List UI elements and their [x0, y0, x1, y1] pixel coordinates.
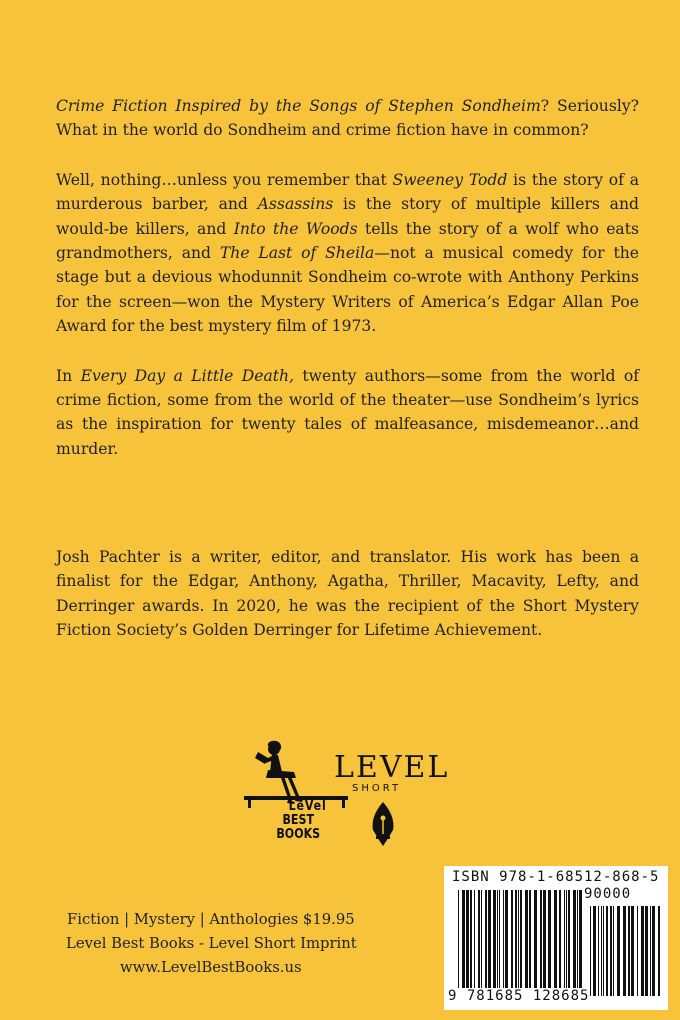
- barcode-bar: [579, 890, 582, 988]
- barcode-bar: [543, 890, 546, 988]
- barcode-addon-bar: [637, 906, 638, 996]
- barcode-addon-bar: [613, 906, 614, 996]
- barcode-addon-bar: [645, 906, 648, 996]
- barcode-bar: [503, 890, 504, 988]
- barcode-addon-bar: [610, 906, 612, 996]
- barcode-bar: [564, 890, 565, 988]
- barcode-bar: [485, 890, 487, 988]
- barcode-bar: [540, 890, 542, 988]
- barcode-addon-bar: [650, 906, 651, 996]
- barcode-addon-bar: [641, 906, 644, 996]
- barcode-addon-bar: [590, 906, 591, 996]
- barcode-addon-bar: [631, 906, 634, 996]
- barcode-bar: [534, 890, 537, 988]
- barcode-bar: [554, 890, 557, 988]
- barcode-bar: [568, 890, 570, 988]
- lbb-bottom-text: BEST BOOKS: [276, 813, 321, 842]
- barcode-bar: [529, 890, 531, 988]
- barcode-bar: [493, 890, 496, 988]
- barcode-bar: [518, 890, 519, 988]
- fountain-pen-nib-icon: [368, 800, 398, 848]
- author-bio-text: Josh Pachter is a writer, editor, and translator. His work has been a finalist for the Edgar, Anthony, Agatha, Thriller, Macavity, Lefty, and Derringer awards. In 2020, he was the recipient of the Short Mystery Fiction Society’s Golden Derringer for Lifetime Achievement.: [56, 548, 639, 640]
- isbn-barcode: [444, 866, 668, 1010]
- blurb-paragraph-3: [56, 364, 639, 462]
- blurb-italic: Sweeney Todd: [392, 170, 508, 189]
- barcode-bar: [481, 890, 482, 988]
- barcode-bar: [470, 890, 472, 988]
- barcode-bar: [515, 890, 517, 988]
- blurb-italic: Every Day a Little Death,: [80, 366, 295, 385]
- blurb-italic: Into the Woods: [233, 219, 358, 238]
- blurb-italic: Assassins: [257, 195, 334, 214]
- blurb-text: twenty authors—some from the world of crime fiction, some from the world of the theater—use Sondheim’s lyrics as the inspiration for twenty tales of malfeasance, misdemeanor…and murder.: [56, 366, 639, 458]
- barcode-bar: [505, 890, 508, 988]
- footer-info: [66, 908, 366, 980]
- blurb-text: ? Seriously? What in the world do Sondheim and crime fiction have in common?: [56, 97, 639, 140]
- blurb-text: is the story of a murderous barber, and: [56, 170, 639, 214]
- footer-genres-price: Fiction | Mystery | Anthologies $19.95: [67, 911, 355, 928]
- barcode-addon-bar: [606, 906, 608, 996]
- barcode-bar: [559, 890, 561, 988]
- barcode-bar: [566, 890, 567, 988]
- barcode-bar: [462, 890, 465, 988]
- blurb-text: is the story of multiple killers and would-be killers, and: [56, 195, 639, 238]
- blurb-text: —not a musical comedy for the stage but a devious whodunnit Sondheim co-wrote with Anthony Perkins for the screen—won the Mystery Writers of America’s Edgar Allan Poe Award for the best mystery film of 1973.: [56, 244, 639, 336]
- barcode-addon-bar: [593, 906, 596, 996]
- barcode-bar: [474, 890, 475, 988]
- barcode-bar: [466, 890, 469, 988]
- blurb-italic: The Last of Sheila: [219, 244, 375, 263]
- barcode-bar: [511, 890, 513, 988]
- barcode-addon-bar: [652, 906, 655, 996]
- isbn-addon-number: 90000: [584, 886, 632, 902]
- blurb-title-italic: Crime Fiction Inspired by the Songs of Stephen Sondheim: [56, 97, 541, 115]
- barcode-addon-bar: [623, 906, 626, 996]
- barcode-bar: [573, 890, 576, 988]
- author-bio: [56, 545, 639, 643]
- barcode-bar: [499, 890, 500, 988]
- barcode-addon-bar: [603, 906, 604, 996]
- barcode-bar: [520, 890, 522, 988]
- level-best-books-wordmark: [260, 800, 337, 842]
- barcode-bar: [458, 890, 459, 988]
- barcode-digits: 9 781685 128685: [448, 988, 590, 1004]
- barcode-bar: [497, 890, 498, 988]
- blurb-text: In: [56, 366, 81, 385]
- barcode-bar: [548, 890, 551, 988]
- back-cover-blurb: [56, 94, 639, 486]
- blurb-paragraph-2: [56, 168, 639, 339]
- barcode-addon-bar: [598, 906, 599, 996]
- level-short-wordmark: LEVEL: [334, 750, 450, 785]
- barcode-bar: [577, 890, 578, 988]
- barcode-bar: [478, 890, 480, 988]
- lbb-top-text: LeVel: [288, 799, 327, 814]
- barcode-bar: [488, 890, 491, 988]
- blurb-paragraph-1: [56, 94, 639, 143]
- footer-publisher: Level Best Books - Level Short Imprint: [66, 935, 357, 952]
- barcode-addon-bar: [658, 906, 660, 996]
- blurb-text: tells the story of a wolf who eats grandmothers, and: [56, 219, 640, 263]
- barcode-addon-bar: [617, 906, 620, 996]
- blurb-text: Well, nothing…unless you remember that: [56, 170, 393, 189]
- barcode-bar: [525, 890, 528, 988]
- barcode-addon-bar: [628, 906, 630, 996]
- barcode-addon-bar: [601, 906, 602, 996]
- footer-website: www.LevelBestBooks.us: [120, 959, 302, 976]
- isbn-number: ISBN 978-1-68512-868-5: [452, 869, 660, 885]
- level-short-subtitle: SHORT: [352, 783, 402, 794]
